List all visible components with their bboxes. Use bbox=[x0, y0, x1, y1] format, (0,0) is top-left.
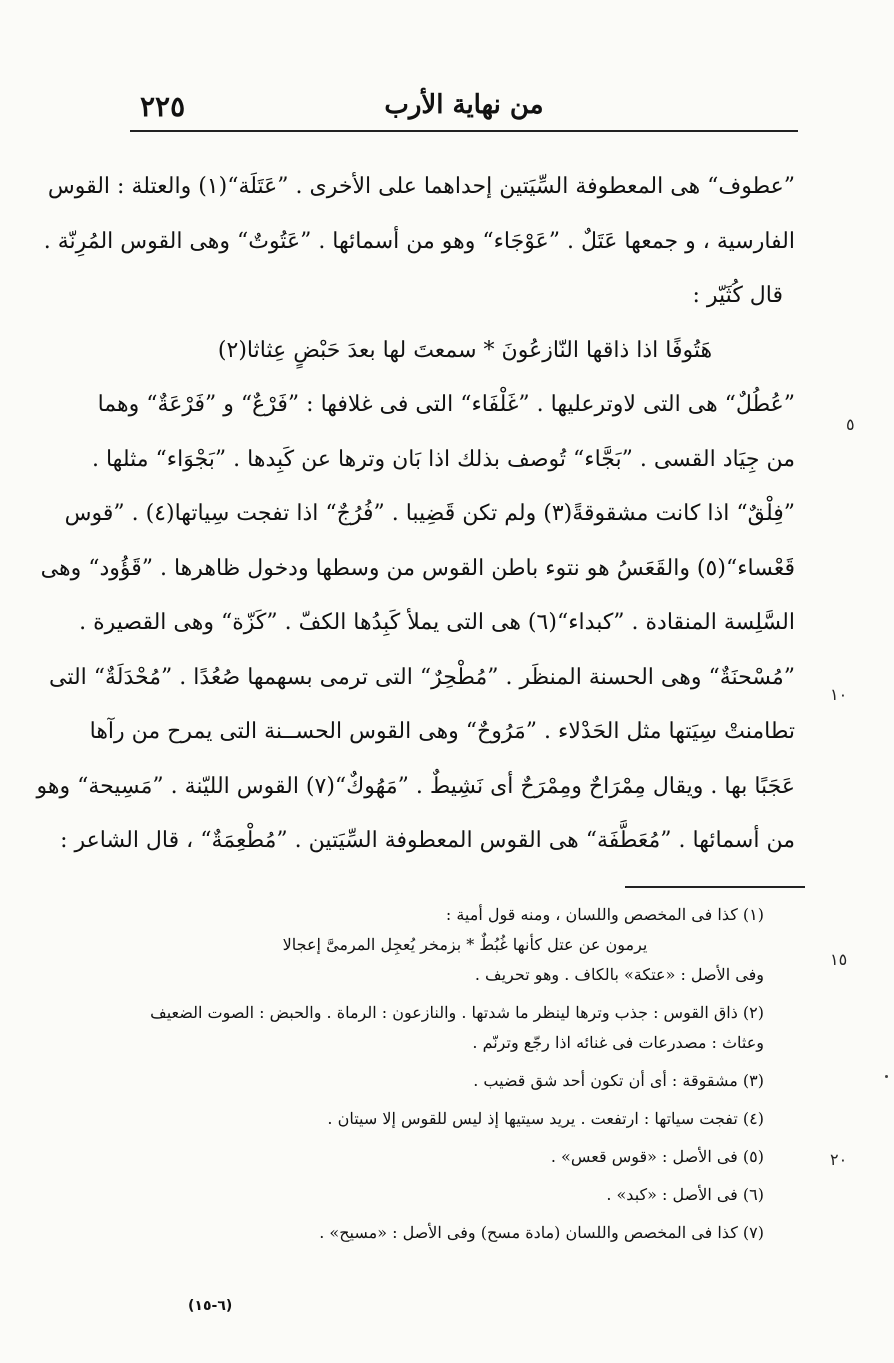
text-line: الفارسية ، و جمعها عَتَلٌ . ”عَوْجَاء“ وهو من أسمائها . ”عَتُوتٌ“ وهى القوس المُرِنّة . bbox=[43, 228, 795, 254]
text-line: قال كُثَيّر : bbox=[692, 283, 783, 308]
footnotes bbox=[130, 900, 800, 1248]
text-line: قَعْساء“(٥) والقَعَسُ هو نتوء باطن القوس من وسطها ودخول ظاهرها . ”قَؤُود“ وهى bbox=[40, 555, 795, 581]
footnote: (٢) ذاق القوس : جذب وترها لينظر ما شدتها . والنازعون : الرماة . والحبض : الصوت الضعيف bbox=[150, 1003, 764, 1022]
running-title: من نهاية الأرب bbox=[384, 90, 544, 120]
footnote-verse: يرمون عن عتل كأنها غُبُطٌ * بزمخر يُعجِل المرمىَّ إعجالا bbox=[282, 935, 648, 954]
header-rule bbox=[130, 130, 798, 132]
main-text bbox=[36, 160, 795, 869]
footnote-continuation: وعثاث : مصدرعات فى غنائه اذا رجّع وترنّم . bbox=[472, 1033, 764, 1052]
text-line: ”عُطُلٌ“ هى التى لاوترعليها . ”غَلْفَاء“ التى فى غلافها : ”فَرْعٌ“ و ”فَرْعَةٌ“ وهما bbox=[97, 392, 795, 417]
text-line: ”فِلْقٌ“ اذا كانت مشقوقةً(٣) ولم تكن قَضِيبا . ”فُرُجٌ“ اذا تفجت سِياتها(٤) . ”قوس bbox=[64, 501, 795, 526]
text-line: ”عطوف“ هى المعطوفة السِّيَتين إحداهما على الأخرى . ”عَتَلَة“(١) والعتلة : القوس bbox=[47, 174, 795, 199]
footnote: (٣) مشقوقة : أى أن تكون أحد شق قضيب . bbox=[473, 1071, 764, 1090]
footnote: (١) كذا فى المخصص واللسان ، ومنه قول أمية : bbox=[445, 905, 764, 924]
verse-line: هَتُوفًا اذا ذاقها النّازعُونَ * سمعتَ لها بعدَ حَبْضٍ عِثاثا(٢) bbox=[217, 337, 713, 363]
margin-line-number: ٢٠ bbox=[830, 1150, 848, 1169]
footnote: (٤) تفجت سياتها : ارتفعت . يريد سيتيها إذ ليس للقوس إلا سيتان . bbox=[327, 1109, 764, 1128]
footnote: (٥) فى الأصل : «قوس قعس» . bbox=[550, 1147, 764, 1166]
footnote-continuation: وفى الأصل : «عتكة» بالكاف . وهو تحريف . bbox=[474, 965, 764, 984]
text-line: ”مُسْحنَةٌ“ وهى الحسنة المنظَر . ”مُطْحِرٌ“ التى ترمى بسهمها صُعُدًا . ”مُحْدَلَةٌ“ التى bbox=[48, 664, 795, 690]
ink-speck bbox=[885, 1075, 888, 1078]
page-header bbox=[130, 86, 798, 126]
text-line: السَّلِسة المنقادة . ”كبداء“(٦) هى التى يملأ كَبِدُها الكفّ . ”كَزّة“ وهى القصيرة . bbox=[79, 610, 795, 635]
text-line: تطامنتْ سِيَتها مثل الحَدْلاء . ”مَرُوحٌ“ وهى القوس الحســنة التى يمرح من رآها bbox=[89, 719, 795, 744]
footnote-rule bbox=[625, 886, 805, 888]
text-line: عَجَبًا بها . ويقال مِمْرَاحٌ ومِمْرَحٌ أى نَشِيطٌ . ”مَهُوكٌ“(٧) القوس الليّنة . ”مَسِيحة“ وهو bbox=[36, 773, 795, 799]
margin-line-number: ١٠ bbox=[830, 685, 848, 704]
margin-line-number: ٥ bbox=[846, 415, 855, 434]
page-number: ٢٢٥ bbox=[140, 90, 186, 123]
text-line: من أسمائها . ”مُعَطَّفَة“ هى القوس المعطوفة السِّيَتين . ”مُطْعِمَةٌ“ ، قال الشاعر : bbox=[60, 828, 795, 853]
footnote: (٦) فى الأصل : «كبد» . bbox=[606, 1185, 764, 1204]
text-line: من جِيَاد القسى . ”بَجَّاء“ تُوصف بذلك اذا بَان وترها عن كَبِدها . ”بَجْوَاء“ مثلها . bbox=[91, 446, 795, 472]
signature-mark: (٦-١٥) bbox=[188, 1298, 233, 1314]
footnote: (٧) كذا فى المخصص واللسان (مادة مسح) وفى الأصل : «مسيح» . bbox=[319, 1223, 764, 1242]
margin-line-number: ١٥ bbox=[830, 950, 848, 969]
